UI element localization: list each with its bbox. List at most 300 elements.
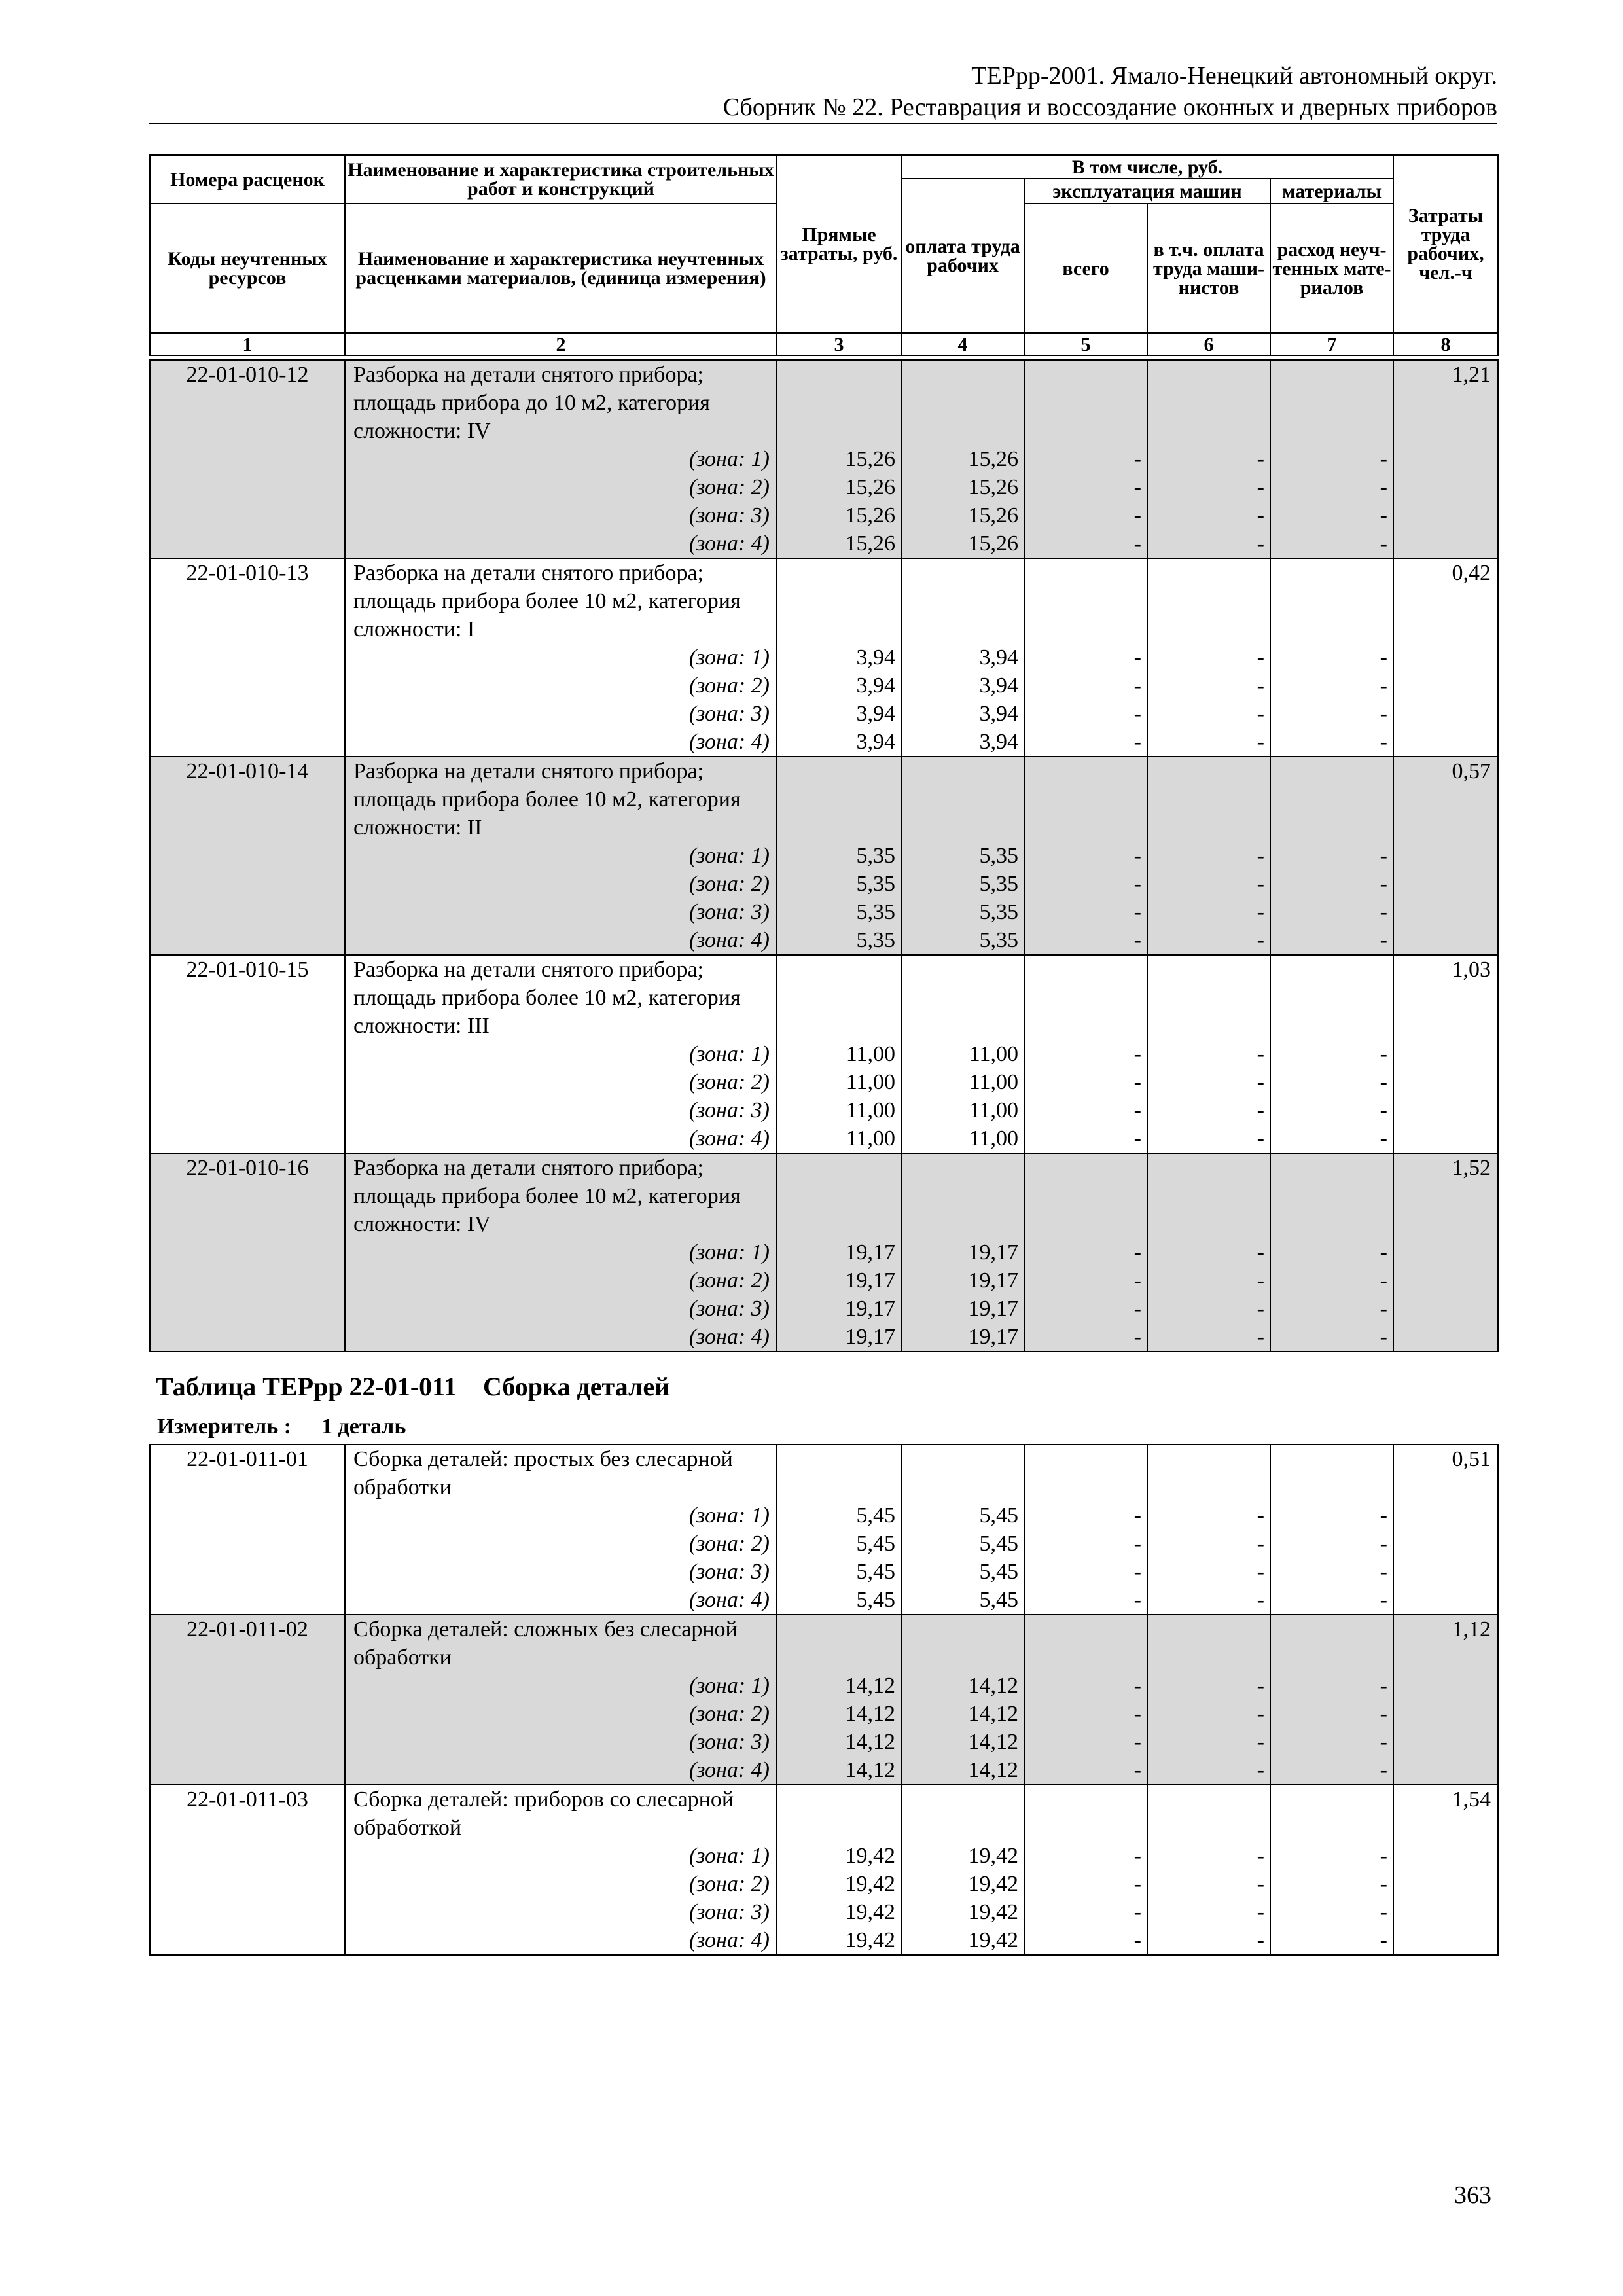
rate-row [150,558,1498,757]
worker-pay-value: 14,12 [968,1758,1018,1782]
direct-cost-value: 5,35 [856,928,895,952]
rate-description [345,1153,777,1352]
worker-pay-value: 3,94 [979,645,1018,670]
col-work-name: Наименование и характеристика строительных работ и конструкций [345,155,777,204]
rate-name: Сборка деталей: приборов со слесарной обработкой [353,1787,734,1840]
material-usage-dash: - [1380,1872,1387,1896]
machines-total-dash: - [1133,1560,1141,1584]
worker-pay-value: 5,35 [979,844,1018,868]
cell-spacer [1271,1154,1393,1238]
cell-spacer [1148,1785,1270,1842]
rate-row [150,955,1498,1153]
cell-spacer [1025,361,1147,445]
direct-cost-cell [777,1615,901,1785]
worker-pay-value: 19,42 [968,1844,1018,1868]
zone-label: (зона: 2) [688,1070,770,1094]
direct-cost-value: 11,00 [846,1098,895,1122]
worker-pay-cell [901,1615,1024,1785]
zone-label: (зона: 1) [688,1844,770,1868]
machinist-pay-dash: - [1257,1588,1264,1612]
cell-spacer [1025,956,1147,1040]
material-usage-dash: - [1380,1560,1387,1584]
zone-label: (зона: 4) [688,1325,770,1349]
table-title-name: Сборка деталей [482,1372,670,1401]
cell-spacer [1025,1445,1147,1501]
worker-pay-cell [901,1444,1024,1615]
rate-description [345,1444,777,1615]
machinist-pay-dash: - [1257,730,1264,754]
labor-cost: 0,57 [1393,757,1498,955]
direct-cost-value: 5,45 [856,1560,895,1584]
col-rate-numbers: Номера расценок [150,155,345,204]
machinist-pay-dash: - [1257,1268,1264,1293]
machinist-pay-dash: - [1257,928,1264,952]
machinist-pay-dash: - [1257,1098,1264,1122]
labor-cost: 1,21 [1393,360,1498,558]
labor-cost: 0,42 [1393,558,1498,757]
column-header-table [149,154,1499,356]
material-usage-dash: - [1380,1674,1387,1698]
cell-spacer [902,1785,1024,1842]
rate-name: Разборка на детали снятого прибора; площадь прибора более 10 м2, категория сложности: I [353,561,741,641]
machinist-pay-dash: - [1257,1297,1264,1321]
material-usage-cell [1270,360,1393,558]
worker-pay-value: 19,42 [968,1900,1018,1924]
machines-total-cell [1024,1785,1147,1955]
rate-description [345,360,777,558]
cell-spacer [777,559,901,643]
zone-label: (зона: 1) [688,1240,770,1265]
material-usage-dash: - [1380,702,1387,726]
worker-pay-value: 5,35 [979,900,1018,924]
machines-total-cell [1024,360,1147,558]
col-materials: материалы [1270,179,1393,204]
rate-description [345,1615,777,1785]
direct-cost-value: 19,17 [845,1268,895,1293]
cell-spacer [1271,1615,1393,1672]
machinist-pay-dash: - [1257,503,1264,528]
cell-spacer [1271,559,1393,643]
rate-code: 22-01-011-03 [150,1785,345,1955]
col-material-name: Наименование и характеристика неучтенных расценками материалов, (единица измерения) [345,204,777,333]
direct-cost-value: 19,42 [845,1928,895,1952]
worker-pay-value: 3,94 [979,702,1018,726]
machines-total-dash: - [1133,673,1141,698]
machinist-pay-cell [1147,1153,1270,1352]
worker-pay-value: 19,42 [968,1872,1018,1896]
worker-pay-value: 11,00 [969,1126,1018,1151]
machines-total-dash: - [1133,645,1141,670]
direct-cost-value: 3,94 [856,673,895,698]
machines-total-dash: - [1133,1872,1141,1896]
worker-pay-cell [901,360,1024,558]
machinist-pay-dash: - [1257,872,1264,896]
material-usage-dash: - [1380,1588,1387,1612]
zone-label: (зона: 1) [688,645,770,670]
page-number: 363 [1454,2181,1491,2209]
direct-cost-value: 3,94 [856,702,895,726]
worker-pay-value: 19,17 [968,1325,1018,1349]
machinist-pay-dash: - [1257,1674,1264,1698]
direct-cost-cell [777,1444,901,1615]
machines-total-dash: - [1133,447,1141,471]
zone-label: (зона: 4) [688,1758,770,1782]
machines-total-dash: - [1133,1297,1141,1321]
material-usage-dash: - [1380,1070,1387,1094]
cell-spacer [777,956,901,1040]
rate-code: 22-01-011-01 [150,1444,345,1615]
cell-spacer [777,1154,901,1238]
rate-name: Разборка на детали снятого прибора; площадь прибора более 10 м2, категория сложности: IV [353,1156,741,1236]
machines-total-dash: - [1133,1674,1141,1698]
zone-label: (зона: 4) [688,1928,770,1952]
worker-pay-cell [901,558,1024,757]
labor-cost: 0,51 [1393,1444,1498,1615]
col-number-2: 2 [345,333,777,355]
zone-label: (зона: 2) [688,872,770,896]
cell-spacer [1148,361,1270,445]
cell-spacer [902,559,1024,643]
material-usage-dash: - [1380,1702,1387,1726]
zone-label: (зона: 2) [688,1268,770,1293]
direct-cost-value: 11,00 [846,1070,895,1094]
worker-pay-value: 5,45 [979,1532,1018,1556]
material-usage-dash: - [1380,730,1387,754]
worker-pay-value: 19,17 [968,1268,1018,1293]
machinist-pay-cell [1147,955,1270,1153]
rates-table-22-01-010 [149,359,1499,1352]
machinist-pay-dash: - [1257,702,1264,726]
cell-spacer [902,1615,1024,1672]
direct-cost-value: 19,17 [845,1325,895,1349]
rate-name: Сборка деталей: сложных без слесарной обработки [353,1617,738,1670]
machinist-pay-dash: - [1257,900,1264,924]
cell-spacer [1148,1615,1270,1672]
cell-spacer [777,1785,901,1842]
zone-label: (зона: 3) [688,1297,770,1321]
machinist-pay-cell [1147,360,1270,558]
cell-spacer [902,956,1024,1040]
rate-row [150,360,1498,558]
zone-label: (зона: 2) [688,1702,770,1726]
direct-cost-cell [777,757,901,955]
material-usage-dash: - [1380,844,1387,868]
cell-spacer [1271,757,1393,842]
labor-cost: 1,52 [1393,1153,1498,1352]
zone-label: (зона: 3) [688,900,770,924]
rate-code: 22-01-010-15 [150,955,345,1153]
machinist-pay-dash: - [1257,1872,1264,1896]
col-direct-costs: Прямые затраты, руб. [777,155,901,333]
worker-pay-value: 5,35 [979,928,1018,952]
cell-spacer [777,757,901,842]
direct-cost-value: 14,12 [845,1758,895,1782]
machines-total-cell [1024,558,1147,757]
material-usage-dash: - [1380,673,1387,698]
material-usage-cell [1270,1444,1393,1615]
worker-pay-value: 14,12 [968,1702,1018,1726]
machinist-pay-dash: - [1257,531,1264,556]
direct-cost-cell [777,360,901,558]
machines-total-cell [1024,955,1147,1153]
machinist-pay-dash: - [1257,1070,1264,1094]
machines-total-cell [1024,1615,1147,1785]
machines-total-dash: - [1133,475,1141,499]
machinist-pay-dash: - [1257,844,1264,868]
direct-cost-value: 5,45 [856,1588,895,1612]
rate-row [150,1785,1498,1955]
material-usage-cell [1270,1153,1393,1352]
zone-label: (зона: 4) [688,1126,770,1151]
material-usage-cell [1270,757,1393,955]
direct-cost-cell [777,1785,901,1955]
machines-total-dash: - [1133,1126,1141,1151]
zone-label: (зона: 1) [688,844,770,868]
rate-description [345,558,777,757]
table-title [156,1371,669,1403]
rate-row [150,757,1498,955]
zone-label: (зона: 1) [688,447,770,471]
machinist-pay-cell [1147,1615,1270,1785]
material-usage-dash: - [1380,1900,1387,1924]
direct-cost-value: 15,26 [845,475,895,499]
worker-pay-value: 5,45 [979,1503,1018,1528]
worker-pay-cell [901,757,1024,955]
machines-total-dash: - [1133,1900,1141,1924]
header-line-1: ТЕРрр-2001. Ямало-Ненецкий автономный округ. [971,62,1497,90]
rate-row [150,1153,1498,1352]
material-usage-dash: - [1380,928,1387,952]
zone-label: (зона: 2) [688,1872,770,1896]
material-usage-dash: - [1380,1268,1387,1293]
direct-cost-value: 14,12 [845,1730,895,1754]
rate-name: Разборка на детали снятого прибора; площадь прибора более 10 м2, категория сложности: III [353,958,741,1038]
col-machines-total: всего [1024,204,1147,333]
material-usage-dash: - [1380,1240,1387,1265]
machines-total-dash: - [1133,1588,1141,1612]
machines-total-dash: - [1133,844,1141,868]
machines-total-dash: - [1133,872,1141,896]
rate-description [345,1785,777,1955]
zone-label: (зона: 1) [688,1042,770,1066]
rate-row [150,1615,1498,1785]
machines-total-cell [1024,1444,1147,1615]
worker-pay-value: 5,45 [979,1588,1018,1612]
col-machine-operation: эксплуатация машин [1024,179,1270,204]
machinist-pay-dash: - [1257,673,1264,698]
material-usage-dash: - [1380,475,1387,499]
cell-spacer [1148,956,1270,1040]
rate-name: Разборка на детали снятого прибора; площадь прибора до 10 м2, категория сложности: IV [353,363,710,443]
worker-pay-value: 11,00 [969,1042,1018,1066]
machinist-pay-cell [1147,558,1270,757]
material-usage-dash: - [1380,1758,1387,1782]
machines-total-dash: - [1133,1325,1141,1349]
machines-total-dash: - [1133,900,1141,924]
labor-cost: 1,12 [1393,1615,1498,1785]
cell-spacer [1148,1445,1270,1501]
machinist-pay-cell [1147,1785,1270,1955]
cell-spacer [1148,1154,1270,1238]
zone-label: (зона: 1) [688,1674,770,1698]
col-worker-pay: оплата труда рабочих [901,179,1024,333]
direct-cost-value: 3,94 [856,730,895,754]
machines-total-cell [1024,1153,1147,1352]
zone-label: (зона: 2) [688,673,770,698]
direct-cost-value: 11,00 [846,1042,895,1066]
direct-cost-value: 14,12 [845,1702,895,1726]
machinist-pay-dash: - [1257,1730,1264,1754]
worker-pay-value: 15,26 [968,447,1018,471]
zone-label: (зона: 3) [688,1098,770,1122]
col-number-1: 1 [150,333,345,355]
page-header [149,60,1497,124]
direct-cost-value: 5,45 [856,1532,895,1556]
machinist-pay-dash: - [1257,1844,1264,1868]
material-usage-dash: - [1380,1844,1387,1868]
worker-pay-cell [901,1785,1024,1955]
machinist-pay-dash: - [1257,1702,1264,1726]
machines-total-dash: - [1133,1844,1141,1868]
direct-cost-value: 19,17 [845,1297,895,1321]
cell-spacer [902,757,1024,842]
worker-pay-value: 19,17 [968,1240,1018,1265]
material-usage-cell [1270,1615,1393,1785]
worker-pay-value: 14,12 [968,1730,1018,1754]
cell-spacer [1271,956,1393,1040]
machines-total-dash: - [1133,1240,1141,1265]
measure-value: 1 деталь [321,1414,406,1439]
machines-total-dash: - [1133,1070,1141,1094]
zone-label: (зона: 2) [688,475,770,499]
worker-pay-value: 19,17 [968,1297,1018,1321]
direct-cost-cell [777,1153,901,1352]
direct-cost-value: 19,42 [845,1872,895,1896]
worker-pay-value: 11,00 [969,1098,1018,1122]
zone-label: (зона: 3) [688,1730,770,1754]
cell-spacer [902,1445,1024,1501]
zone-label: (зона: 1) [688,1503,770,1528]
direct-cost-value: 15,26 [845,531,895,556]
table-title-code: Таблица ТЕРрр 22-01-011 [156,1372,457,1401]
direct-cost-value: 11,00 [846,1126,895,1151]
rate-code: 22-01-010-12 [150,360,345,558]
material-usage-cell [1270,955,1393,1153]
labor-cost: 1,03 [1393,955,1498,1153]
machinist-pay-dash: - [1257,1560,1264,1584]
cell-spacer [902,1154,1024,1238]
cell-spacer [1271,1445,1393,1501]
cell-spacer [1271,1785,1393,1842]
machinist-pay-dash: - [1257,1928,1264,1952]
machines-total-dash: - [1133,1042,1141,1066]
material-usage-cell [1270,1785,1393,1955]
worker-pay-value: 5,45 [979,1560,1018,1584]
zone-label: (зона: 4) [688,1588,770,1612]
material-usage-dash: - [1380,1532,1387,1556]
col-number-4: 4 [901,333,1024,355]
worker-pay-value: 15,26 [968,503,1018,528]
cell-spacer [1025,1154,1147,1238]
machines-total-dash: - [1133,1702,1141,1726]
rate-name: Разборка на детали снятого прибора; площадь прибора более 10 м2, категория сложности: II [353,759,741,840]
direct-cost-value: 5,35 [856,844,895,868]
machinist-pay-dash: - [1257,1503,1264,1528]
col-resource-codes: Коды неучтенных ресурсов [150,204,345,333]
machinist-pay-dash: - [1257,447,1264,471]
rate-name: Сборка деталей: простых без слесарной обработки [353,1447,733,1499]
machines-total-dash: - [1133,702,1141,726]
col-material-usage: расход неуч-тенных мате-риалов [1270,204,1393,333]
col-number-6: 6 [1147,333,1270,355]
machinist-pay-dash: - [1257,1325,1264,1349]
col-labor-costs: Затраты труда рабочих, чел.-ч [1393,155,1498,333]
machines-total-cell [1024,757,1147,955]
cell-spacer [1271,361,1393,445]
zone-label: (зона: 4) [688,730,770,754]
worker-pay-value: 19,42 [968,1928,1018,1952]
material-usage-dash: - [1380,531,1387,556]
zone-label: (зона: 3) [688,503,770,528]
worker-pay-value: 11,00 [969,1070,1018,1094]
direct-cost-value: 5,45 [856,1503,895,1528]
cell-spacer [777,1615,901,1672]
cell-spacer [1148,757,1270,842]
material-usage-dash: - [1380,872,1387,896]
col-machinist-pay: в т.ч. оплата труда маши-нистов [1147,204,1270,333]
zone-label: (зона: 3) [688,1560,770,1584]
worker-pay-value: 3,94 [979,673,1018,698]
material-usage-dash: - [1380,1730,1387,1754]
rate-description [345,757,777,955]
worker-pay-value: 15,26 [968,475,1018,499]
worker-pay-value: 5,35 [979,872,1018,896]
worker-pay-value: 3,94 [979,730,1018,754]
rate-code: 22-01-010-16 [150,1153,345,1352]
direct-cost-value: 3,94 [856,645,895,670]
machines-total-dash: - [1133,1730,1141,1754]
measure-unit [157,1412,406,1441]
machines-total-dash: - [1133,1098,1141,1122]
worker-pay-value: 14,12 [968,1674,1018,1698]
material-usage-dash: - [1380,1928,1387,1952]
direct-cost-value: 19,42 [845,1900,895,1924]
rate-code: 22-01-010-14 [150,757,345,955]
zone-label: (зона: 2) [688,1532,770,1556]
direct-cost-value: 19,42 [845,1844,895,1868]
machinist-pay-dash: - [1257,475,1264,499]
rate-row [150,1444,1498,1615]
zone-label: (зона: 3) [688,1900,770,1924]
machinist-pay-dash: - [1257,1532,1264,1556]
material-usage-dash: - [1380,1297,1387,1321]
zone-label: (зона: 3) [688,702,770,726]
cell-spacer [1025,757,1147,842]
direct-cost-value: 19,17 [845,1240,895,1265]
material-usage-dash: - [1380,1042,1387,1066]
cell-spacer [1025,559,1147,643]
worker-pay-value: 15,26 [968,531,1018,556]
machinist-pay-dash: - [1257,1126,1264,1151]
direct-cost-value: 5,35 [856,900,895,924]
direct-cost-cell [777,955,901,1153]
machines-total-dash: - [1133,1503,1141,1528]
machinist-pay-dash: - [1257,1042,1264,1066]
machines-total-dash: - [1133,531,1141,556]
material-usage-dash: - [1380,503,1387,528]
machinist-pay-dash: - [1257,1758,1264,1782]
col-number-7: 7 [1270,333,1393,355]
